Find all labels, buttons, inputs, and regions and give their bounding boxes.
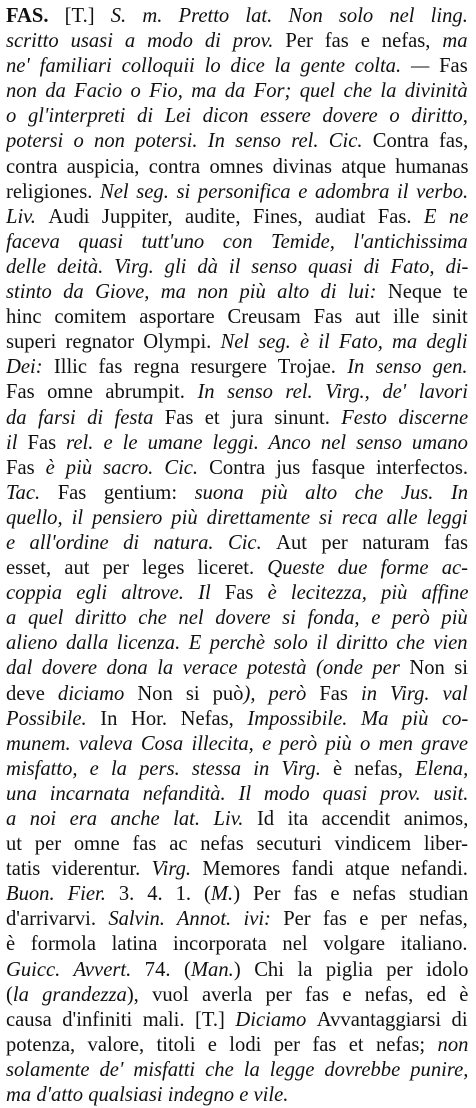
entry-text-segment: causa d'infiniti mali. [T.] <box>6 1008 236 1031</box>
entry-line <box>6 29 468 54</box>
entry-text-segment: è nefas, <box>333 757 416 780</box>
entry-text-segment: ), però <box>243 682 320 705</box>
entry-text-segment: hinc comitem asportare Creusam Fas aut ille sinit <box>6 306 468 329</box>
entry-text-segment: Liv. <box>6 205 49 228</box>
entry-text-segment: Man. <box>190 958 234 981</box>
entry-text-segment: In senso rel. Virg., de' lavori <box>197 381 468 404</box>
entry-text-segment: Non si <box>409 657 468 680</box>
entry-text-segment: in Virg. val <box>360 682 468 705</box>
entry-line <box>6 656 468 681</box>
entry-text-segment: Illic fas regna resurgere Trojae. <box>53 356 348 379</box>
entry-text-segment: è più sacro. Cic. <box>45 456 210 479</box>
entry-text-segment: M. <box>210 883 234 906</box>
entry-text-segment: ( <box>6 983 13 1006</box>
entry-text-segment: non da Facio o Fio, ma da For; quel che la divinità <box>6 80 468 103</box>
entry-text-segment: Per fas e nefas, <box>285 30 443 53</box>
entry-line <box>6 732 468 757</box>
entry-text-segment: ma <box>442 30 468 53</box>
entry-text-segment: Salvin. Annot. ivi: <box>108 908 284 931</box>
entry-text-segment: 74. ( <box>144 958 191 981</box>
entry-line <box>6 4 468 29</box>
entry-line <box>6 406 468 431</box>
entry-text-segment: Impossibile. Ma più co- <box>247 707 468 730</box>
entry-text-segment: alieno dalla licenza. E perchè solo il diritto che vien <box>6 632 468 655</box>
entry-text-segment: ), vuol averla per fas e nefas, ed è <box>126 983 468 1006</box>
entry-text-segment: munem. valeva Cosa illecita, e però più o men grave <box>6 732 468 755</box>
entry-text-segment: Fas <box>319 682 361 705</box>
entry-text-segment: esset, aut per leges liceret. <box>6 557 268 580</box>
entry-text-segment: Festo discerne <box>341 406 468 429</box>
entry-line <box>6 857 468 882</box>
entry-text-segment: Fas et jura sinunt. <box>164 406 342 429</box>
entry-line <box>6 707 468 732</box>
entry-text-segment: ma d'atto qualsiasi indegno e vile. <box>6 1084 289 1107</box>
entry-line <box>6 155 468 180</box>
entry-line <box>6 506 468 531</box>
entry-line <box>6 330 468 355</box>
entry-text-segment: 3. 4. 1. ( <box>118 883 211 906</box>
entry-text-segment: a noi era anche lat. Liv. <box>6 808 257 830</box>
entry-line <box>6 882 468 907</box>
entry-text-segment: deve <box>6 682 58 705</box>
entry-text-segment: Elena, <box>415 757 468 780</box>
entry-text-segment: Fas <box>6 456 46 479</box>
entry-text-segment: a quel diritto che nel dovere si fonda, e però più <box>6 607 468 630</box>
entry-text-segment: Per fas e per nefas, <box>283 908 468 931</box>
entry-line <box>6 807 468 832</box>
entry-text-segment: Contra jus fasque interfectos. <box>209 456 468 479</box>
entry-text-segment: Memores fandi atque nefandi. <box>202 858 468 881</box>
entry-text-segment: Fas omne abrumpit. <box>6 381 198 404</box>
entry-line <box>6 305 468 330</box>
entry-text-segment: Fas gentium: <box>57 481 195 504</box>
entry-line <box>6 255 468 280</box>
entry-text-segment: stinto da Giove, ma non più alto di lui: <box>6 281 388 304</box>
entry-text-segment: Neque te <box>387 281 468 304</box>
entry-line <box>6 481 468 506</box>
entry-text-segment: Avvantaggiarsi di <box>316 1008 468 1031</box>
entry-line <box>6 983 468 1008</box>
entry-text-segment: Contra fas, <box>372 130 468 153</box>
entry-text-segment: superi regnator Olympi. <box>6 331 221 354</box>
entry-text-segment: potersi o non potersi. In senso rel. Cic. <box>6 130 373 153</box>
entry-line <box>6 757 468 782</box>
entry-text-segment: FAS. <box>6 5 49 27</box>
entry-line <box>6 1083 468 1108</box>
entry-text-segment: o gl'interpreti di Lei dicon essere dovere o diritto, <box>6 105 468 128</box>
entry-line <box>6 606 468 631</box>
entry-text-segment: E ne <box>423 205 468 228</box>
entry-text-segment: Tac. <box>6 481 58 504</box>
entry-text-segment: Aut per naturam fas <box>276 531 468 554</box>
entry-line <box>6 79 468 104</box>
entry-text-segment: In Hor. Nefas, <box>100 707 248 730</box>
entry-text-segment: religiones. <box>6 180 101 203</box>
entry-text-segment: la grandezza <box>12 983 127 1006</box>
entry-line <box>6 556 468 581</box>
entry-text-segment: quello, il pensiero più direttamente si reca alle leggi <box>6 506 468 529</box>
entry-line <box>6 1008 468 1033</box>
entry-text-segment: Fas <box>27 431 67 454</box>
entry-line <box>6 581 468 606</box>
entry-text-segment: Diciamo <box>235 1008 317 1031</box>
entry-text-segment: S. m. Pretto lat. Non solo nel ling. <box>110 5 468 27</box>
entry-text-segment: coppia egli altrove. Il <box>6 582 225 605</box>
entry-text-segment: dal dovere dona la verace potestà (onde per <box>6 657 410 680</box>
entry-line <box>6 54 468 79</box>
entry-line <box>6 531 468 556</box>
entry-line <box>6 682 468 707</box>
entry-text-segment: ) Per fas e nefas studian <box>233 883 468 906</box>
dictionary-entry-fas <box>6 4 468 1108</box>
entry-text-segment: suona più alto che Jus. In <box>194 481 468 504</box>
entry-line <box>6 380 468 405</box>
entry-text-segment: d'arrivarvi. <box>6 908 109 931</box>
entry-text-segment: [T.] <box>48 5 111 27</box>
entry-text-segment: Dei: <box>6 356 54 379</box>
entry-text-segment: Fas <box>439 55 468 78</box>
entry-text-segment: Nel seg. si personifica e adombra il verbo. <box>100 180 468 203</box>
entry-text-segment: scritto usasi a modo di prov. <box>6 30 286 53</box>
entry-text-segment: Virg. <box>151 858 203 881</box>
entry-text-segment: misfatto, e la pers. stessa in Virg. <box>6 757 334 780</box>
entry-text-segment: Queste due forme ac- <box>267 557 468 580</box>
entry-line <box>6 958 468 983</box>
entry-line <box>6 280 468 305</box>
entry-text-segment: tatis viderentur. <box>6 858 152 881</box>
entry-text-segment: ut per omne fas ac nefas secuturi vindicem liber- <box>6 833 468 856</box>
entry-text-segment: contra auspicia, contra omnes divinas atque humanas <box>6 155 468 178</box>
entry-line <box>6 431 468 456</box>
entry-text-segment: rel. e le umane leggi. Anco nel senso umano <box>66 431 468 454</box>
entry-text-segment: ne' familiari colloquii lo dice la gente colta. — <box>6 55 440 78</box>
entry-text-segment: e all'ordine di natura. Cic. <box>6 531 277 554</box>
entry-line <box>6 782 468 807</box>
entry-text-segment: ) Chi la piglia per idolo <box>233 958 468 981</box>
entry-line <box>6 456 468 481</box>
entry-line <box>6 1058 468 1083</box>
entry-text-segment: una incarnata nefandità. Il modo quasi prov. usit. <box>6 782 468 805</box>
entry-line <box>6 832 468 857</box>
entry-text-segment: In senso gen. <box>347 356 468 379</box>
entry-text-segment: Fas <box>224 582 268 605</box>
entry-text-segment: potenza, valore, titoli e lodi per fas et nefas; <box>6 1033 438 1056</box>
entry-text-segment: Nel seg. è il Fato, ma degli <box>220 331 468 354</box>
entry-line <box>6 205 468 230</box>
entry-text-segment: Possibile. <box>6 707 101 730</box>
entry-text-segment: faceva quasi tutt'uno con Temide, l'antichissima <box>6 230 468 253</box>
entry-text-segment: diciamo <box>57 682 138 705</box>
entry-text-segment: da farsi di festa <box>6 406 165 429</box>
entry-text-segment: Guicc. Avvert. <box>6 958 145 981</box>
entry-text-segment: è lecitezza, più affine <box>267 582 468 605</box>
entry-text-segment: non <box>437 1033 468 1056</box>
entry-text-segment: è formola latina incorporata nel volgare italiano. <box>6 933 468 956</box>
entry-text-segment: Buon. Fier. <box>6 883 119 906</box>
entry-line <box>6 1033 468 1058</box>
entry-line <box>6 907 468 932</box>
entry-text-segment: delle deità. Virg. gli dà il senso quasi di Fato, di- <box>6 255 468 278</box>
entry-text-segment: solamente de' misfatti che la legge dovrebbe punire, <box>6 1058 468 1081</box>
entry-line <box>6 355 468 380</box>
entry-text-segment: Audi Juppiter, audite, Fines, audiat Fas. <box>48 205 424 228</box>
entry-line <box>6 230 468 255</box>
entry-text-segment: Id ita accendit animos, <box>256 808 468 830</box>
entry-line <box>6 932 468 957</box>
entry-line <box>6 631 468 656</box>
entry-text-segment: il <box>6 431 28 454</box>
entry-text-segment: Non si può <box>137 682 244 705</box>
entry-line <box>6 104 468 129</box>
entry-line <box>6 129 468 154</box>
entry-line <box>6 180 468 205</box>
